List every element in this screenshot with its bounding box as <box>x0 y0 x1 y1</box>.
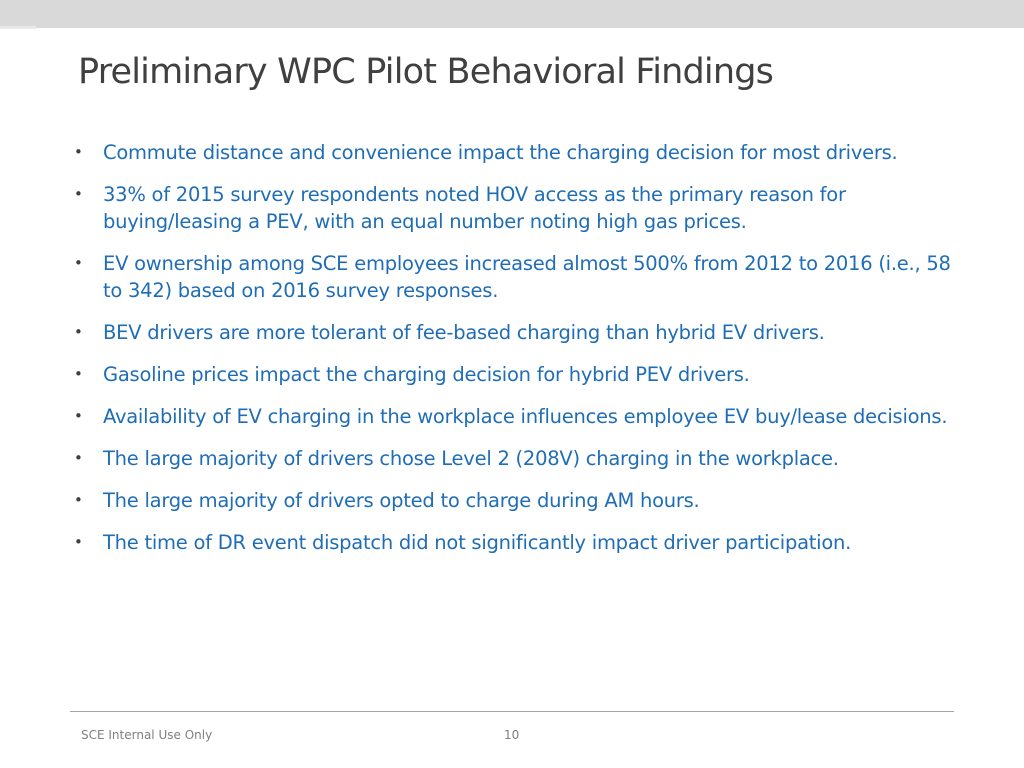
bullet-text: 33% of 2015 survey respondents noted HOV access as the primary reason for buying/leasing a PEV, with an equal number noting high gas prices. <box>103 183 846 233</box>
bullet-item <box>72 445 952 472</box>
bullet-item <box>72 361 952 388</box>
footer-divider <box>70 711 954 712</box>
bullet-dot-icon: • <box>74 407 83 425</box>
bullet-text: Availability of EV charging in the workplace influences employee EV buy/lease decisions. <box>103 405 948 428</box>
bullet-dot-icon: • <box>74 185 83 203</box>
bullet-dot-icon: • <box>74 254 83 272</box>
bullet-item <box>72 181 952 235</box>
slide-title: Preliminary WPC Pilot Behavioral Findings <box>78 52 774 92</box>
bullet-text: Gasoline prices impact the charging decision for hybrid PEV drivers. <box>103 363 750 386</box>
bullet-item <box>72 403 952 430</box>
top-band-accent <box>0 26 36 29</box>
footer-label: SCE Internal Use Only <box>81 728 213 742</box>
bullet-item <box>72 139 952 166</box>
bullet-item <box>72 529 952 556</box>
bullet-dot-icon: • <box>74 491 83 509</box>
bullet-dot-icon: • <box>74 533 83 551</box>
top-band <box>0 0 1024 28</box>
bullet-text: BEV drivers are more tolerant of fee-based charging than hybrid EV drivers. <box>103 321 825 344</box>
bullet-list <box>72 139 952 571</box>
bullet-dot-icon: • <box>74 365 83 383</box>
bullet-item <box>72 487 952 514</box>
bullet-text: The time of DR event dispatch did not significantly impact driver participation. <box>103 531 852 554</box>
bullet-text: The large majority of drivers chose Level 2 (208V) charging in the workplace. <box>103 447 839 470</box>
bullet-dot-icon: • <box>74 323 83 341</box>
bullet-text: Commute distance and convenience impact the charging decision for most drivers. <box>103 141 898 164</box>
bullet-text: The large majority of drivers opted to charge during AM hours. <box>103 489 700 512</box>
bullet-dot-icon: • <box>74 449 83 467</box>
bullet-dot-icon: • <box>74 143 83 161</box>
bullet-item <box>72 319 952 346</box>
bullet-text: EV ownership among SCE employees increased almost 500% from 2012 to 2016 (i.e., 58 to 342) based on 2016 survey responses. <box>103 252 951 302</box>
page-number: 10 <box>504 728 520 742</box>
bullet-item <box>72 250 952 304</box>
